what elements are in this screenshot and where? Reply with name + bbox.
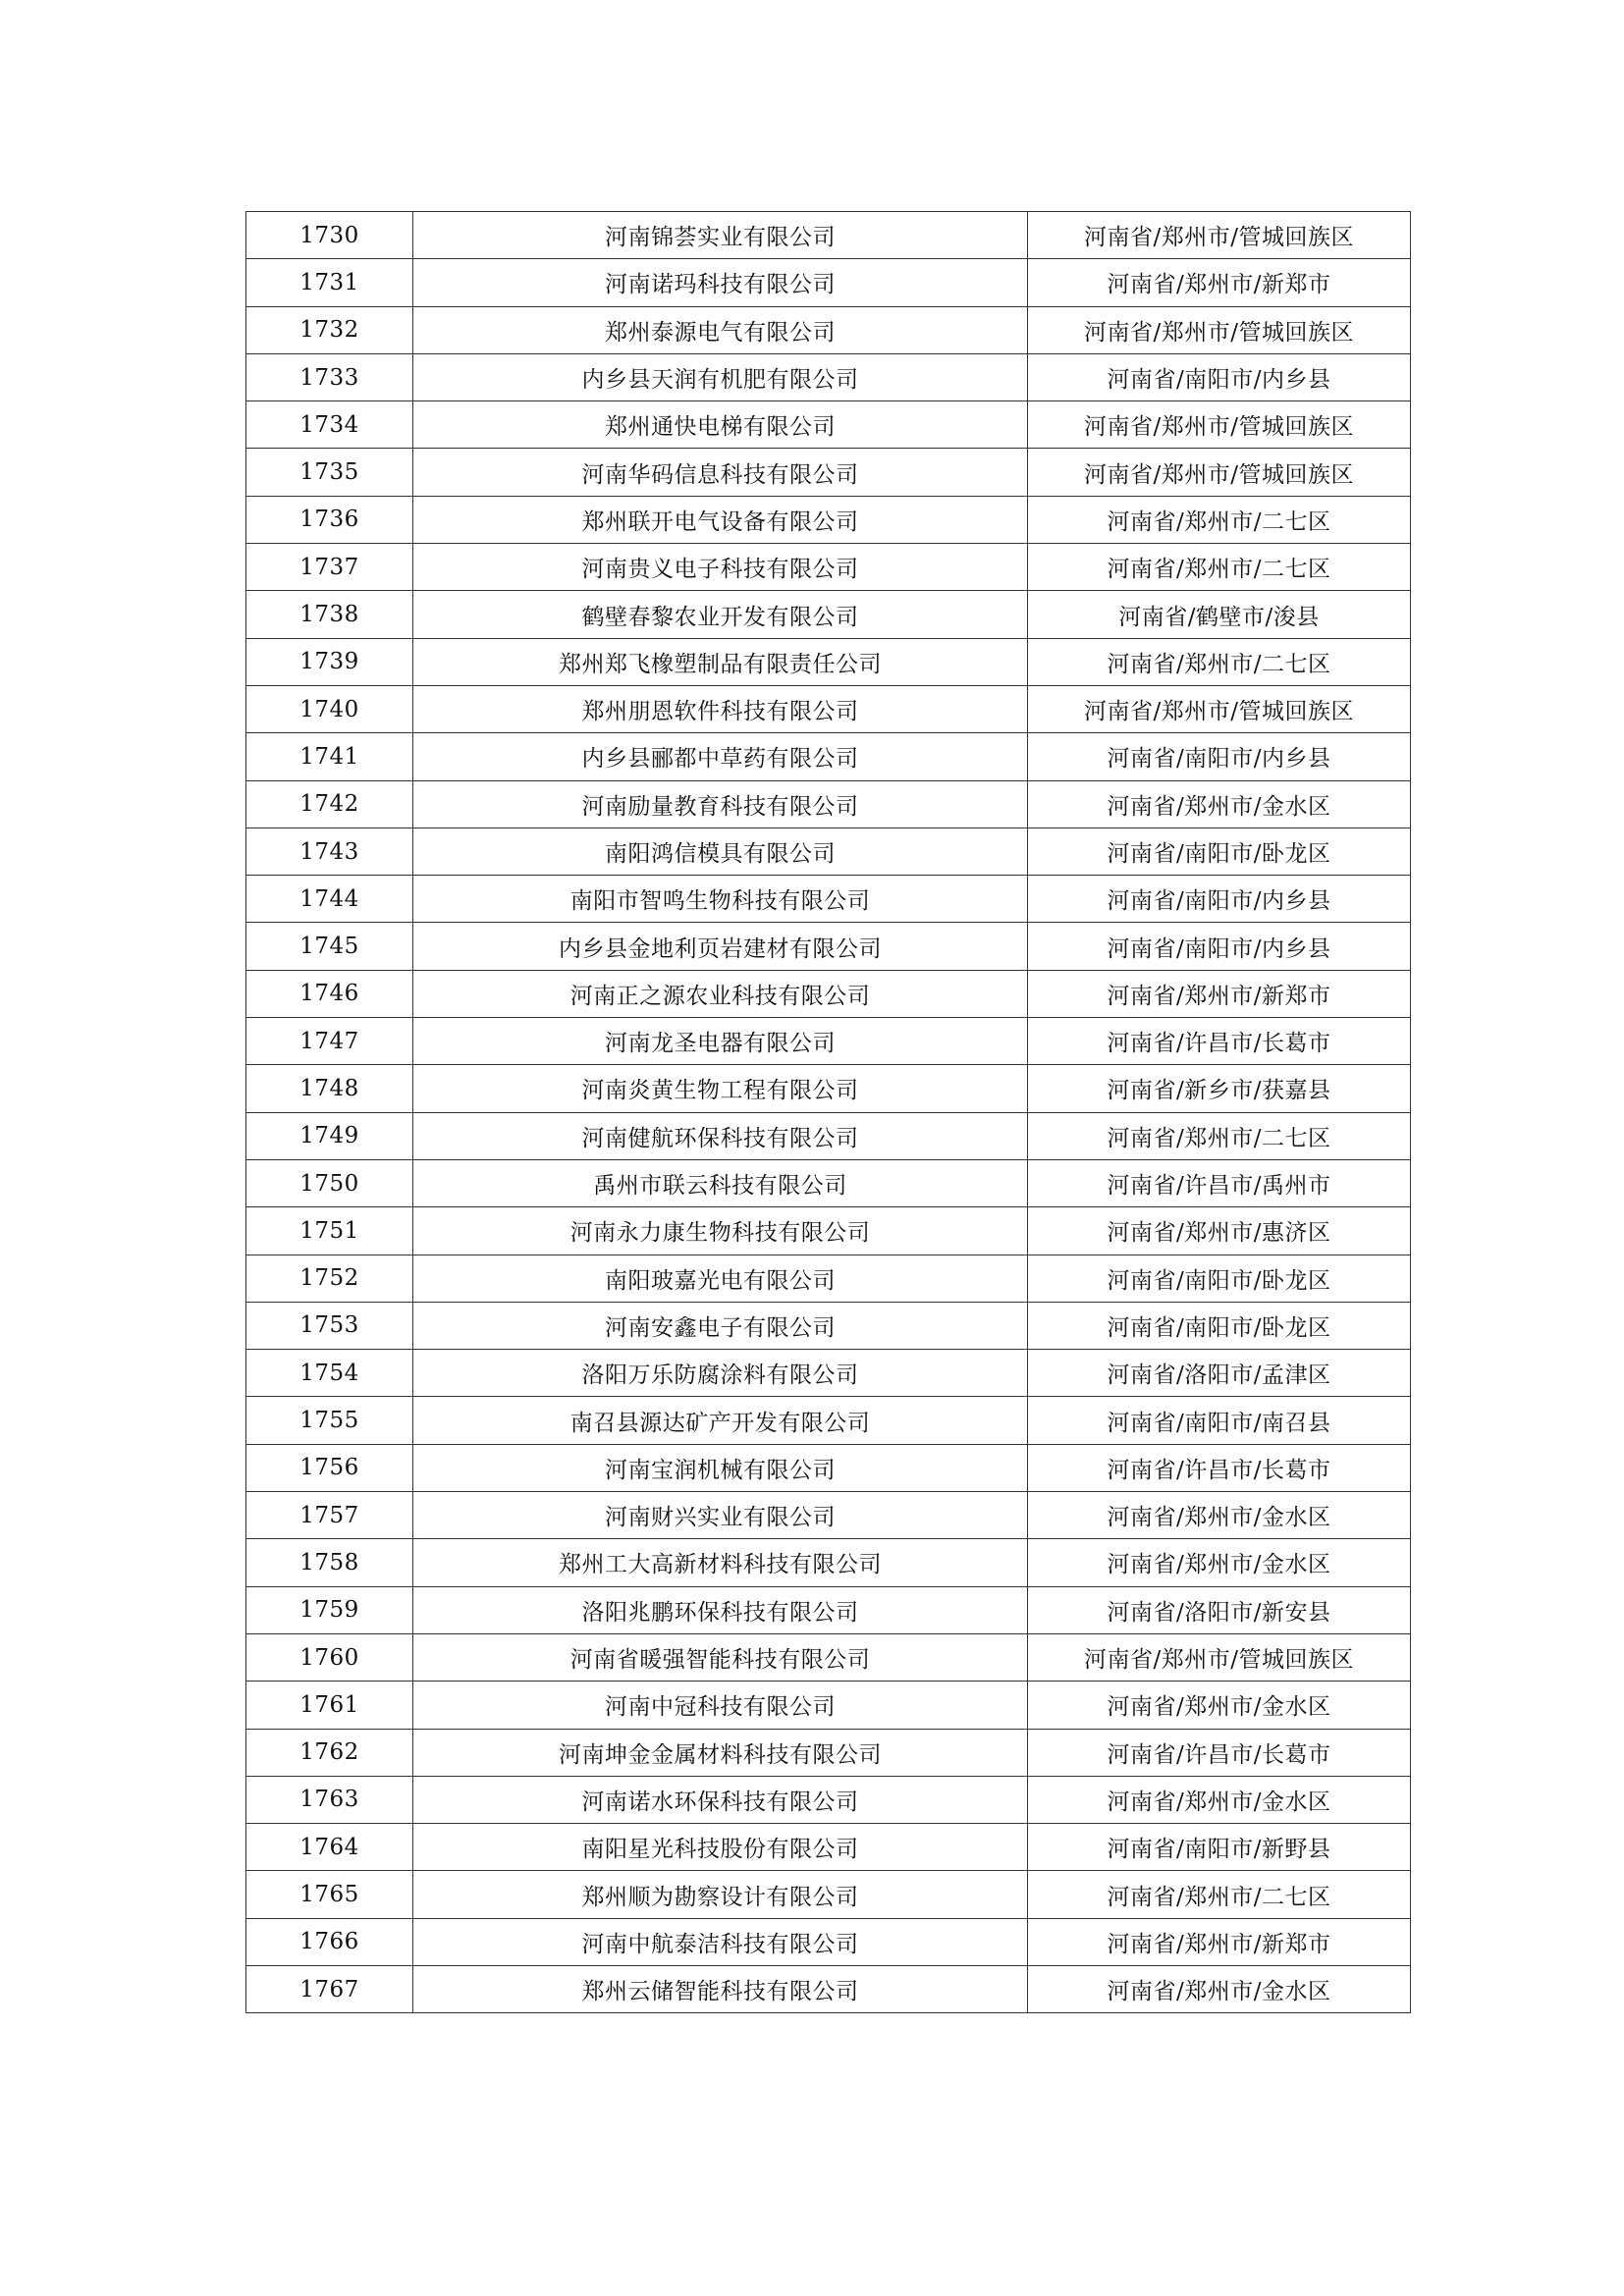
table-row — [246, 1255, 1411, 1302]
row-number: 1747 — [246, 1018, 413, 1065]
row-number: 1757 — [246, 1492, 413, 1539]
company-location: 河南省/郑州市/管城回族区 — [1028, 449, 1411, 496]
company-name: 河南诺玛科技有限公司 — [413, 259, 1028, 306]
row-number: 1731 — [246, 259, 413, 306]
table-row — [246, 1918, 1411, 1965]
company-name: 郑州工大高新材料科技有限公司 — [413, 1539, 1028, 1586]
company-location: 河南省/洛阳市/新安县 — [1028, 1586, 1411, 1633]
company-name: 鹤壁春黎农业开发有限公司 — [413, 591, 1028, 638]
table-row — [246, 591, 1411, 638]
company-table — [245, 211, 1411, 2013]
row-number: 1760 — [246, 1633, 413, 1681]
company-name: 河南中冠科技有限公司 — [413, 1682, 1028, 1729]
company-location: 河南省/南阳市/内乡县 — [1028, 353, 1411, 400]
company-name: 郑州联开电气设备有限公司 — [413, 496, 1028, 543]
table-row — [246, 1965, 1411, 2012]
table-row — [246, 1065, 1411, 1112]
row-number: 1746 — [246, 970, 413, 1017]
row-number: 1749 — [246, 1112, 413, 1159]
company-name: 河南励量教育科技有限公司 — [413, 780, 1028, 828]
company-location: 河南省/郑州市/新郑市 — [1028, 259, 1411, 306]
table-row — [246, 401, 1411, 449]
company-name: 南阳市智鸣生物科技有限公司 — [413, 876, 1028, 923]
company-name: 河南宝润机械有限公司 — [413, 1444, 1028, 1491]
row-number: 1766 — [246, 1918, 413, 1965]
table-body — [246, 212, 1411, 2013]
company-location: 河南省/南阳市/卧龙区 — [1028, 1302, 1411, 1349]
company-name: 南阳星光科技股份有限公司 — [413, 1824, 1028, 1871]
table-row — [246, 1871, 1411, 1918]
company-location: 河南省/郑州市/管城回族区 — [1028, 401, 1411, 449]
row-number: 1739 — [246, 638, 413, 685]
row-number: 1759 — [246, 1586, 413, 1633]
company-location: 河南省/许昌市/长葛市 — [1028, 1018, 1411, 1065]
company-name: 河南健航环保科技有限公司 — [413, 1112, 1028, 1159]
company-name: 南召县源达矿产开发有限公司 — [413, 1397, 1028, 1444]
company-location: 河南省/郑州市/新郑市 — [1028, 970, 1411, 1017]
company-location: 河南省/郑州市/金水区 — [1028, 780, 1411, 828]
table-row — [246, 1207, 1411, 1255]
company-location: 河南省/南阳市/内乡县 — [1028, 876, 1411, 923]
table-row — [246, 496, 1411, 543]
row-number: 1741 — [246, 733, 413, 780]
company-location: 河南省/郑州市/惠济区 — [1028, 1207, 1411, 1255]
row-number: 1740 — [246, 685, 413, 732]
company-location: 河南省/郑州市/二七区 — [1028, 1112, 1411, 1159]
table-row — [246, 1633, 1411, 1681]
row-number: 1733 — [246, 353, 413, 400]
row-number: 1756 — [246, 1444, 413, 1491]
company-location: 河南省/郑州市/管城回族区 — [1028, 212, 1411, 259]
table-row — [246, 449, 1411, 496]
company-name: 河南华码信息科技有限公司 — [413, 449, 1028, 496]
row-number: 1738 — [246, 591, 413, 638]
table-row — [246, 970, 1411, 1017]
row-number: 1743 — [246, 828, 413, 875]
company-location: 河南省/郑州市/二七区 — [1028, 496, 1411, 543]
company-name: 河南诺水环保科技有限公司 — [413, 1776, 1028, 1823]
company-name: 河南中航泰洁科技有限公司 — [413, 1918, 1028, 1965]
table-row — [246, 544, 1411, 591]
company-name: 河南龙圣电器有限公司 — [413, 1018, 1028, 1065]
row-number: 1767 — [246, 1965, 413, 2012]
row-number: 1734 — [246, 401, 413, 449]
table-row — [246, 733, 1411, 780]
table-row — [246, 1397, 1411, 1444]
row-number: 1742 — [246, 780, 413, 828]
company-name: 禹州市联云科技有限公司 — [413, 1159, 1028, 1206]
company-location: 河南省/鹤壁市/浚县 — [1028, 591, 1411, 638]
company-name: 内乡县郦都中草药有限公司 — [413, 733, 1028, 780]
row-number: 1763 — [246, 1776, 413, 1823]
company-location: 河南省/新乡市/获嘉县 — [1028, 1065, 1411, 1112]
company-location: 河南省/郑州市/管城回族区 — [1028, 306, 1411, 353]
table-row — [246, 780, 1411, 828]
company-name: 郑州郑飞橡塑制品有限责任公司 — [413, 638, 1028, 685]
row-number: 1745 — [246, 923, 413, 970]
company-name: 郑州泰源电气有限公司 — [413, 306, 1028, 353]
company-name: 河南安鑫电子有限公司 — [413, 1302, 1028, 1349]
table-row — [246, 1729, 1411, 1776]
table-row — [246, 1302, 1411, 1349]
table-row — [246, 923, 1411, 970]
company-location: 河南省/郑州市/管城回族区 — [1028, 1633, 1411, 1681]
company-name: 郑州通快电梯有限公司 — [413, 401, 1028, 449]
company-location: 河南省/郑州市/金水区 — [1028, 1682, 1411, 1729]
row-number: 1730 — [246, 212, 413, 259]
company-name: 洛阳兆鹏环保科技有限公司 — [413, 1586, 1028, 1633]
row-number: 1762 — [246, 1729, 413, 1776]
company-location: 河南省/郑州市/二七区 — [1028, 1871, 1411, 1918]
company-location: 河南省/郑州市/管城回族区 — [1028, 685, 1411, 732]
company-location: 河南省/洛阳市/孟津区 — [1028, 1350, 1411, 1397]
row-number: 1748 — [246, 1065, 413, 1112]
company-name: 河南坤金金属材料科技有限公司 — [413, 1729, 1028, 1776]
row-number: 1753 — [246, 1302, 413, 1349]
row-number: 1758 — [246, 1539, 413, 1586]
row-number: 1744 — [246, 876, 413, 923]
company-location: 河南省/南阳市/卧龙区 — [1028, 828, 1411, 875]
company-name: 南阳鸿信模具有限公司 — [413, 828, 1028, 875]
company-location: 河南省/郑州市/新郑市 — [1028, 1918, 1411, 1965]
company-location: 河南省/南阳市/新野县 — [1028, 1824, 1411, 1871]
company-name: 郑州顺为勘察设计有限公司 — [413, 1871, 1028, 1918]
table-row — [246, 1776, 1411, 1823]
company-location: 河南省/南阳市/内乡县 — [1028, 733, 1411, 780]
company-location: 河南省/南阳市/内乡县 — [1028, 923, 1411, 970]
company-location: 河南省/郑州市/二七区 — [1028, 544, 1411, 591]
table-row — [246, 1444, 1411, 1491]
company-location: 河南省/南阳市/卧龙区 — [1028, 1255, 1411, 1302]
row-number: 1736 — [246, 496, 413, 543]
row-number: 1752 — [246, 1255, 413, 1302]
company-name: 河南财兴实业有限公司 — [413, 1492, 1028, 1539]
row-number: 1737 — [246, 544, 413, 591]
table-row — [246, 306, 1411, 353]
company-location: 河南省/许昌市/禹州市 — [1028, 1159, 1411, 1206]
table-row — [246, 259, 1411, 306]
table-row — [246, 1586, 1411, 1633]
company-location: 河南省/郑州市/二七区 — [1028, 638, 1411, 685]
company-name: 河南炎黄生物工程有限公司 — [413, 1065, 1028, 1112]
table-row — [246, 876, 1411, 923]
row-number: 1754 — [246, 1350, 413, 1397]
row-number: 1761 — [246, 1682, 413, 1729]
table-row — [246, 1682, 1411, 1729]
table-row — [246, 828, 1411, 875]
company-name: 河南省暖强智能科技有限公司 — [413, 1633, 1028, 1681]
company-name: 内乡县天润有机肥有限公司 — [413, 353, 1028, 400]
company-name: 河南永力康生物科技有限公司 — [413, 1207, 1028, 1255]
company-location: 河南省/郑州市/金水区 — [1028, 1965, 1411, 2012]
company-name: 内乡县金地利页岩建材有限公司 — [413, 923, 1028, 970]
row-number: 1764 — [246, 1824, 413, 1871]
row-number: 1751 — [246, 1207, 413, 1255]
company-name: 河南锦荟实业有限公司 — [413, 212, 1028, 259]
table-row — [246, 212, 1411, 259]
company-name: 洛阳万乐防腐涂料有限公司 — [413, 1350, 1028, 1397]
company-location: 河南省/郑州市/金水区 — [1028, 1539, 1411, 1586]
row-number: 1755 — [246, 1397, 413, 1444]
company-location: 河南省/郑州市/金水区 — [1028, 1776, 1411, 1823]
company-name: 河南贵义电子科技有限公司 — [413, 544, 1028, 591]
table-row — [246, 1492, 1411, 1539]
company-location: 河南省/南阳市/南召县 — [1028, 1397, 1411, 1444]
row-number: 1765 — [246, 1871, 413, 1918]
company-location: 河南省/许昌市/长葛市 — [1028, 1729, 1411, 1776]
table-row — [246, 1018, 1411, 1065]
row-number: 1735 — [246, 449, 413, 496]
table-row — [246, 638, 1411, 685]
company-location: 河南省/许昌市/长葛市 — [1028, 1444, 1411, 1491]
company-name: 郑州云储智能科技有限公司 — [413, 1965, 1028, 2012]
company-name: 南阳玻嘉光电有限公司 — [413, 1255, 1028, 1302]
table-row — [246, 1824, 1411, 1871]
table-row — [246, 353, 1411, 400]
company-name: 郑州朋恩软件科技有限公司 — [413, 685, 1028, 732]
table-row — [246, 685, 1411, 732]
row-number: 1750 — [246, 1159, 413, 1206]
table-row — [246, 1350, 1411, 1397]
company-name: 河南正之源农业科技有限公司 — [413, 970, 1028, 1017]
company-location: 河南省/郑州市/金水区 — [1028, 1492, 1411, 1539]
table-row — [246, 1159, 1411, 1206]
table-row — [246, 1112, 1411, 1159]
row-number: 1732 — [246, 306, 413, 353]
table-row — [246, 1539, 1411, 1586]
